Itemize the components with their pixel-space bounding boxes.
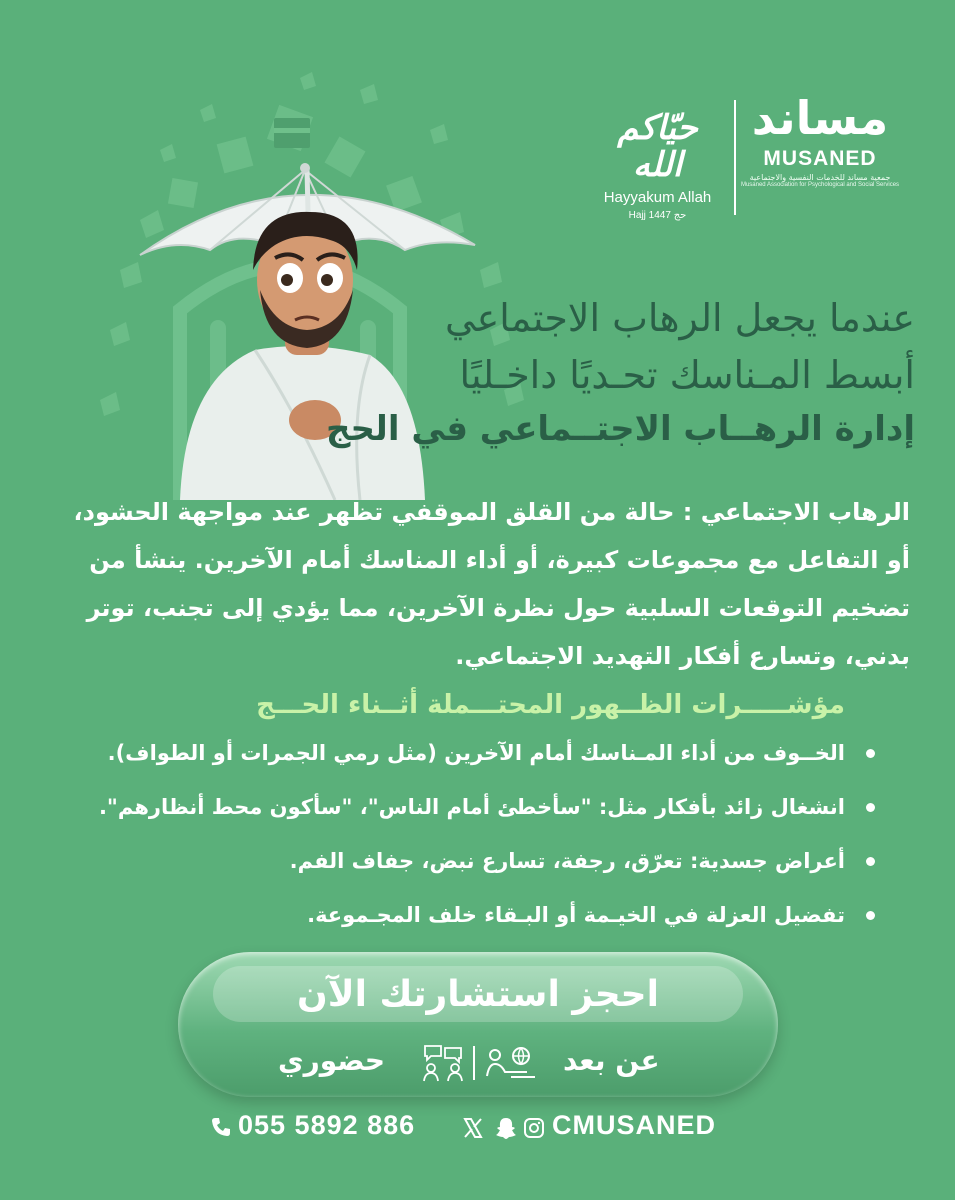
indicators-title: مؤشـــــرات الظــهور المحتـــملة أثــناء الحـــج xyxy=(256,690,845,720)
snapchat-icon[interactable] xyxy=(495,1116,517,1140)
social-handle[interactable]: CMUSANED xyxy=(552,1110,717,1140)
options-divider xyxy=(473,1046,475,1080)
remote-consult-icon xyxy=(483,1046,537,1080)
contact-footer xyxy=(210,1110,750,1146)
list-item xyxy=(115,902,875,928)
musaned-logo xyxy=(740,91,900,188)
consultation-options xyxy=(178,1044,778,1084)
headline-line-2: أبسط المـناسك تحـديًا داخـليًا xyxy=(459,353,915,397)
phone-number[interactable]: 055 5892 886 xyxy=(238,1110,416,1140)
cta-title: احجز استشارتك الآن xyxy=(297,974,659,1015)
bullet-icon xyxy=(866,749,875,758)
x-icon[interactable] xyxy=(462,1117,484,1139)
list-item-text: أعراض جسدية: تعرّق، رجفة، تسارع نبض، جفاف الفم. xyxy=(289,849,845,873)
list-item-text: انشغال زائد بأفكار مثل: "سأخطئ أمام الناس"، "سأكون محط أنظارهم". xyxy=(98,795,845,819)
bullet-icon xyxy=(866,857,875,866)
definition-paragraph: الرهاب الاجتماعي : حالة من القلق الموقفي تظهر عند مواجهة الحشود، أو التفاعل مع مجموعات كبيرة، أو أداء المناسك أمام الآخرين. ينشأ من تضخيم التوقعات السلبية حول نظرة الآخرين، مما يؤدي إلى تجنب، توتر بدني، وتسارع أفكار التهديد الاجتماعي. xyxy=(73,498,910,670)
book-consultation-button[interactable] xyxy=(178,952,778,1097)
hayyakum-latin-wordmark: Hayyakum Allah xyxy=(603,188,712,206)
musaned-arabic-wordmark: مساند xyxy=(751,91,889,145)
musaned-subtitle-ar: جمعية مساند للخدمات النفسية والاجتماعية xyxy=(749,173,891,182)
list-item xyxy=(98,794,875,820)
hayyakum-allah-logo xyxy=(590,110,725,221)
in-person-option[interactable]: حضوري xyxy=(278,1044,386,1077)
phone-icon[interactable] xyxy=(210,1116,232,1138)
instagram-icon[interactable] xyxy=(523,1117,545,1139)
in-person-consult-icon xyxy=(421,1044,465,1082)
headline-line-1: عندما يجعل الرهاب الاجتماعي xyxy=(444,296,915,340)
bullet-icon xyxy=(866,803,875,812)
musaned-subtitle-en: Musaned Association for Psychological and Social Services xyxy=(740,182,900,188)
hajj-year-label: Hajj 1447 حج xyxy=(628,209,687,221)
hayyakum-arabic-wordmark: حيّاكم الله xyxy=(617,108,698,186)
indicators-list xyxy=(98,740,875,956)
headline xyxy=(326,290,915,455)
list-item-text: تفضيل العزلة في الخيـمة أو البـقاء خلف المجـموعة. xyxy=(307,903,845,927)
bullet-icon xyxy=(866,911,875,920)
musaned-latin-wordmark: MUSANED xyxy=(763,147,877,170)
list-item xyxy=(107,740,875,766)
logo-divider xyxy=(734,100,736,215)
headline-line-3: إدارة الرهــاب الاجتــماعي في الحج xyxy=(326,409,915,449)
list-item-text: الخــوف من أداء المـناسك أمام الآخرين (مثل رمي الجمرات أو الطواف). xyxy=(107,741,845,765)
remote-option[interactable]: عن بعد xyxy=(563,1044,660,1077)
list-item xyxy=(115,848,875,874)
